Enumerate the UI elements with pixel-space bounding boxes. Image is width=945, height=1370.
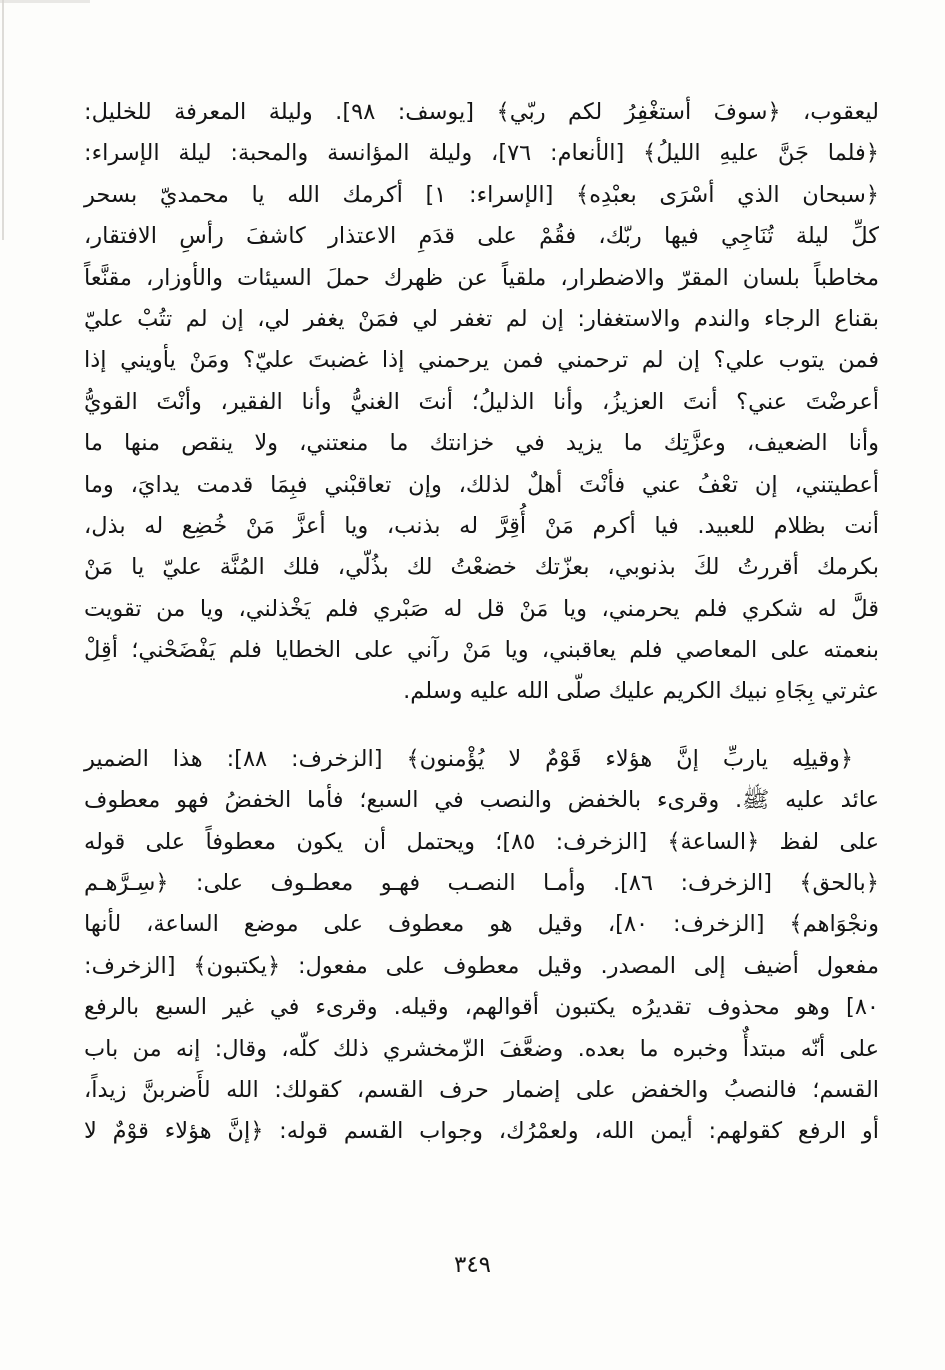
text-line: أو الرفع كقولهم: أيمن الله، ولعمْرُك، وجواب القسم قوله: ﴿إنَّ هؤلاء قوْمٌ لا: [84, 1118, 879, 1145]
text-line: أعطيتني، إن تعْفُ عني فأنْتَ أهلٌ لذلك، وإن تعاقبْني فبِمَا قدمت يدايَ، وما: [84, 471, 879, 498]
text-line: ﴿سبحان الذي أسْرَى بعبْدِه﴾ [الإسراء: ١] أكرمك الله يا محمديّ بسحر: [84, 181, 879, 208]
page-number: ٣٤٩: [453, 1252, 492, 1278]
text-line: كلِّ ليلة تُنَاجِي فيها ربّك، فقُمْ على قدَمِ الاعتذار كاشفَ رأسِ الافتقار،: [84, 223, 879, 250]
text-line: القسم؛ فالنصبُ والخفض على إضمار حرف القسم، كقولك: الله لأَضربنَّ زيداً،: [84, 1076, 879, 1103]
scan-artifact-top: [0, 0, 90, 3]
text-line: عثرتي بِجَاهِ نبيك الكريم عليك صلّى الله عليه وسلم.: [403, 678, 879, 705]
text-line: بكرمك أقررتُ لكَ بذنوبي، بعزّتك خضعْتُ لك بذُلّي، فلك المُنَّة عليّ يا مَنْ: [84, 554, 879, 581]
text-line: قلَّ له شكري فلم يحرمني، ويا مَنْ قل له صَبْري فلم يَخْذلني، ويا من تقويت: [84, 595, 879, 622]
text-line: عائد عليه ﷺ. وقرىء بالخفض والنصب في السبع؛ فأما الخفضُ فهو معطوف: [84, 787, 879, 814]
text-line: على أنّه مبتدأٌ وخبره ما بعده. وضعَّفَ الزّمخشري ذلك كلّه، وقال: إنه من باب: [84, 1035, 879, 1062]
text-line: مفعول أضيف إلى المصدر. وقيل معطوف على مفعول: ﴿يكتبون﴾ [الزخرف:: [84, 952, 879, 979]
text-line: بقناع الرجاء والندم والاستغفار: إن لم تغفر لي فمَنْ يغفر لي، إن لم تتُبْ عليّ: [84, 305, 879, 332]
text-line: أعرضْتَ عني؟ أنتَ العزيزُ، وأنا الذليلُ؛ أنتَ الغنيُّ وأنا الفقير، وأنْتَ القويُّ: [84, 388, 879, 415]
text-line: ﴿فلما جَنَّ عليهِ الليلُ﴾ [الأنعام: ٧٦]، وليلة المؤانسة والمحبة: ليلة الإسراء:: [84, 140, 879, 167]
text-block: [84, 92, 879, 1179]
text-line: ﴿بالحق﴾ [الزخرف: ٨٦]. وأمـا النصـب فهـو معطـوف على: ﴿سِـرَّهـم: [84, 870, 879, 897]
scan-artifact-left: [2, 0, 4, 240]
text-line: ٨٠] وهو محذوف تقديرُه يكتبون أقوالهم، وقيله. وقرىء في غير السبع بالرفع: [84, 994, 879, 1021]
text-line: على لفظ ﴿الساعة﴾ [الزخرف: ٨٥]؛ ويحتمل أن يكون معطوفاً على قوله: [84, 828, 880, 855]
text-line: مخاطباً بلسان المقرّ والاضطرار، ملقياً عن ظهرك حملَ السيئات والأوزار، مقنَّعاً: [84, 264, 879, 291]
text-line: فمن يتوب علي؟ إن لم ترحمني فمن يرحمني إذا غضبتَ عليّ؟ ومَنْ يأويني إذا: [84, 347, 879, 374]
text-line: بنعمته على المعاصي فلم يعاقبني، ويا مَنْ رآني على الخطايا فلم يَفْضَحْني؛ أقِلْ: [84, 637, 879, 664]
text-line: ﴿وقيلِه ياربِّ إنَّ هؤلاء قَوْمٌ لا يُؤْمنون﴾ [الزخرف: ٨٨]: هذا الضمير: [84, 745, 854, 772]
text-line: أنت بظلام للعبيد. فيا أكرم مَنْ أُقِرَّ له بذنب، ويا أعزَّ مَنْ خُضِع له بذل،: [84, 512, 879, 539]
paragraph: [84, 739, 879, 1153]
text-line: ونجْوَاهم﴾ [الزخرف: ٨٠]، وقيل هو معطوف على موضع الساعة، لأنها: [84, 911, 879, 938]
text-line: ليعقوب، ﴿سوفَ أستغْفِرُ لكم ربّي﴾ [يوسف: ٩٨]. وليلة المعرفة للخليل:: [84, 99, 879, 125]
paragraph: [84, 92, 879, 713]
text-line: وأنا الضعيف، وعزَّتِك ما يزيد في خزانتك ما منعتني، ولا ينقص منها ما: [84, 430, 879, 457]
